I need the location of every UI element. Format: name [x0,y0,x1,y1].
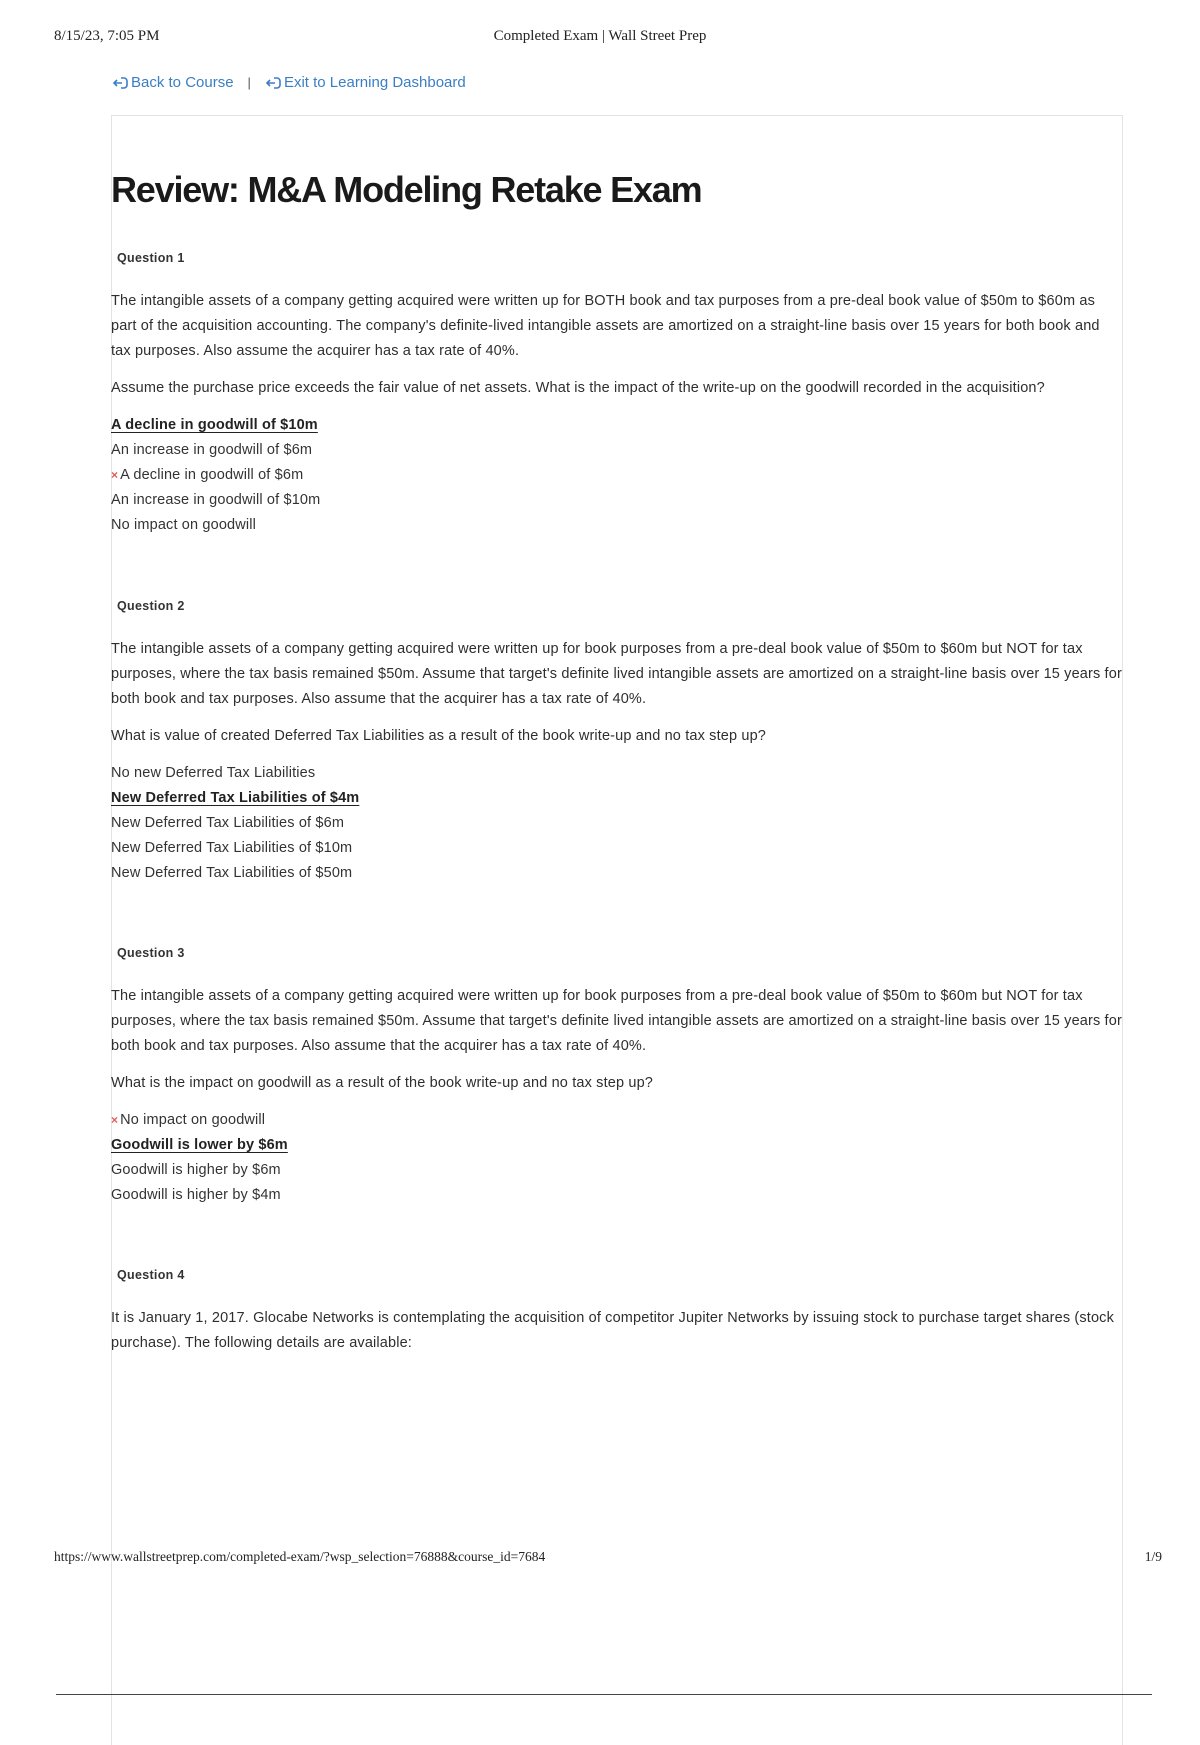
question-prompt: What is the impact on goodwill as a result of the book write-up and no tax step up? [111,1075,653,1091]
back-to-course-label: Back to Course [131,74,234,91]
question-text: The intangible assets of a company getting acquired were written up for book purposes from a pre-deal book value of $50m to $60m but NOT for tax purposes, where the tax basis remained $50m. Assume that target's definite lived intangible assets are amortized on a straight-line basis over 15 years for both book and tax purposes. Also assume that the acquirer has a tax rate of 40%. [111,988,1122,1054]
return-arrow-icon [112,76,128,90]
exit-dashboard-label: Exit to Learning Dashboard [283,74,466,91]
answer-option: New Deferred Tax Liabilities of $50m [111,865,353,881]
answer-correct: A decline in goodwill of $10m [111,417,318,433]
answer-list [111,1108,1123,1208]
question-prompt: What is value of created Deferred Tax Liabilities as a result of the book write-up and no tax step up? [111,728,766,744]
answer-option-selected-wrong [111,1108,1123,1133]
answer-option: No impact on goodwill [111,517,256,533]
question-prompt: Assume the purchase price exceeds the fair value of net assets. What is the impact of the write-up on the goodwill recorded in the acquisition? [111,380,1045,396]
print-datetime: 8/15/23, 7:05 PM [54,28,160,44]
answer-option: No new Deferred Tax Liabilities [111,765,316,781]
print-page-title: Completed Exam | Wall Street Prep [493,28,707,44]
question-text: It is January 1, 2017. Glocabe Networks is contemplating the acquisition of competitor Jupiter Networks by issuing stock to purchase target shares (stock purchase). The following details are available: [111,1310,1114,1351]
answer-option-text: No impact on goodwill [120,1112,266,1128]
answer-correct: New Deferred Tax Liabilities of $4m [111,790,360,806]
wrong-mark-icon: × [111,468,119,482]
answer-option: Goodwill is higher by $6m [111,1162,281,1178]
question-label: Question 2 [117,599,185,613]
question-4 [111,1266,1123,1356]
exam-content [111,168,1123,1368]
print-header [0,28,1200,52]
question-label: Question 3 [117,946,185,960]
back-to-course-link[interactable] [112,74,234,91]
question-3 [111,944,1123,1208]
wrong-mark-icon: × [111,1113,119,1127]
answer-list [111,413,1123,538]
answer-list [111,761,1123,886]
answer-option: New Deferred Tax Liabilities of $6m [111,815,345,831]
nav-separator: | [247,75,251,90]
question-label: Question 1 [117,251,185,265]
answer-option: An increase in goodwill of $6m [111,442,313,458]
page-number: 1/9 [1144,1549,1162,1564]
question-2 [111,597,1123,886]
question-label: Question 4 [117,1268,185,1282]
answer-option-text: A decline in goodwill of $6m [120,467,304,483]
exam-title: Review: M&A Modeling Retake Exam [111,169,702,210]
page-url: https://www.wallstreetprep.com/completed-exam/?wsp_selection=76888&course_id=7684 [54,1549,546,1564]
exit-dashboard-link[interactable] [265,74,466,91]
answer-correct: Goodwill is lower by $6m [111,1137,288,1153]
answer-option: Goodwill is higher by $4m [111,1187,281,1203]
answer-option-selected-wrong [111,463,1123,488]
answer-option: New Deferred Tax Liabilities of $10m [111,840,353,856]
question-text: The intangible assets of a company getting acquired were written up for BOTH book and tax purposes from a pre-deal book value of $50m to $60m as part of the acquisition accounting. The company's definite-lived intangible assets are amortized on a straight-line basis over 15 years for both book and tax purposes. Also assume the acquirer has a tax rate of 40%. [111,293,1100,359]
question-text: The intangible assets of a company getting acquired were written up for book purposes from a pre-deal book value of $50m to $60m but NOT for tax purposes, where the tax basis remained $50m. Assume that target's definite lived intangible assets are amortized on a straight-line basis over 15 years for both book and tax purposes. Also assume that the acquirer has a tax rate of 40%. [111,641,1122,707]
bottom-divider [56,1694,1152,1695]
exit-arrow-icon [265,76,281,90]
nav-links [112,74,466,91]
question-1 [111,249,1123,538]
answer-option: An increase in goodwill of $10m [111,492,321,508]
